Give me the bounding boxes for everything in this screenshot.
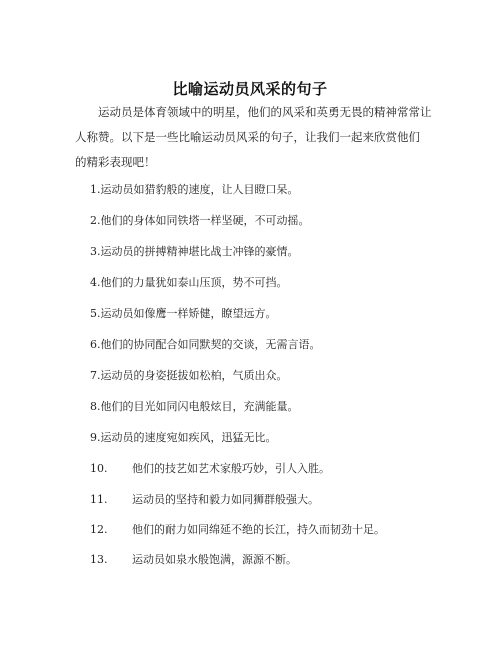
list-item xyxy=(90,460,330,476)
list-item xyxy=(90,336,321,352)
intro-line: 的精彩表现吧！ xyxy=(75,155,156,169)
item-number: 4. xyxy=(90,276,101,289)
intro-paragraph xyxy=(75,100,435,175)
item-text: 他们的协同配合如同默契的交谈，无需言语。 xyxy=(100,338,321,351)
item-number: 5. xyxy=(90,307,101,320)
intro-line: 运动员是体育领域中的明星，他们的风采和英勇无畏的精神常常让 xyxy=(98,105,432,119)
item-text: 他们的技艺如艺术家般巧妙，引人入胜。 xyxy=(132,462,330,475)
item-text: 运动员的坚持和毅力如同狮群般强大。 xyxy=(132,493,319,506)
list-item xyxy=(90,243,299,259)
item-number: 13. xyxy=(90,553,108,566)
list-item xyxy=(90,274,288,290)
page-title: 比喻运动员风采的句子 xyxy=(172,80,328,98)
item-text: 运动员的速度宛如疾风，迅猛无比。 xyxy=(100,431,277,444)
item-number: 8. xyxy=(90,400,101,413)
list-item xyxy=(90,367,288,383)
intro-line: 人称赞。以下是一些比喻运动员风采的句子，让我们一起来欣赏他们 xyxy=(75,130,420,144)
list-item xyxy=(90,212,310,228)
item-number: 2. xyxy=(90,214,101,227)
item-text: 运动员如泉水般饱满，源源不断。 xyxy=(132,553,297,566)
item-text: 他们的耐力如同绵延不绝的长江，持久而韧劲十足。 xyxy=(132,523,385,536)
item-text: 他们的身体如同铁塔一样坚硬，不可动摇。 xyxy=(100,214,310,227)
list-item xyxy=(90,551,297,567)
item-text: 运动员的身姿挺拔如松柏，气质出众。 xyxy=(100,369,288,382)
item-number: 6. xyxy=(90,338,101,351)
item-text: 运动员如猎豹般的速度，让人目瞪口呆。 xyxy=(100,183,299,196)
list-item xyxy=(90,181,299,197)
item-text: 运动员的拼搏精神堪比战士冲锋的豪情。 xyxy=(100,245,299,258)
item-text: 他们的力量犹如泰山压顶，势不可挡。 xyxy=(100,276,288,289)
list-item xyxy=(90,521,385,537)
item-number: 9. xyxy=(90,431,101,444)
list-item xyxy=(90,491,319,507)
item-number: 11. xyxy=(90,493,108,506)
item-number: 3. xyxy=(90,245,101,258)
item-number: 12. xyxy=(90,523,108,536)
item-number: 10. xyxy=(90,462,108,475)
item-number: 7. xyxy=(90,369,101,382)
list-item xyxy=(90,429,277,445)
item-number: 1. xyxy=(90,183,101,196)
list-item xyxy=(90,398,299,414)
item-text: 运动员如像鹰一样矫健，瞭望远方。 xyxy=(100,307,277,320)
list-item xyxy=(90,305,277,321)
item-text: 他们的目光如同闪电般炫目，充满能量。 xyxy=(100,400,299,413)
